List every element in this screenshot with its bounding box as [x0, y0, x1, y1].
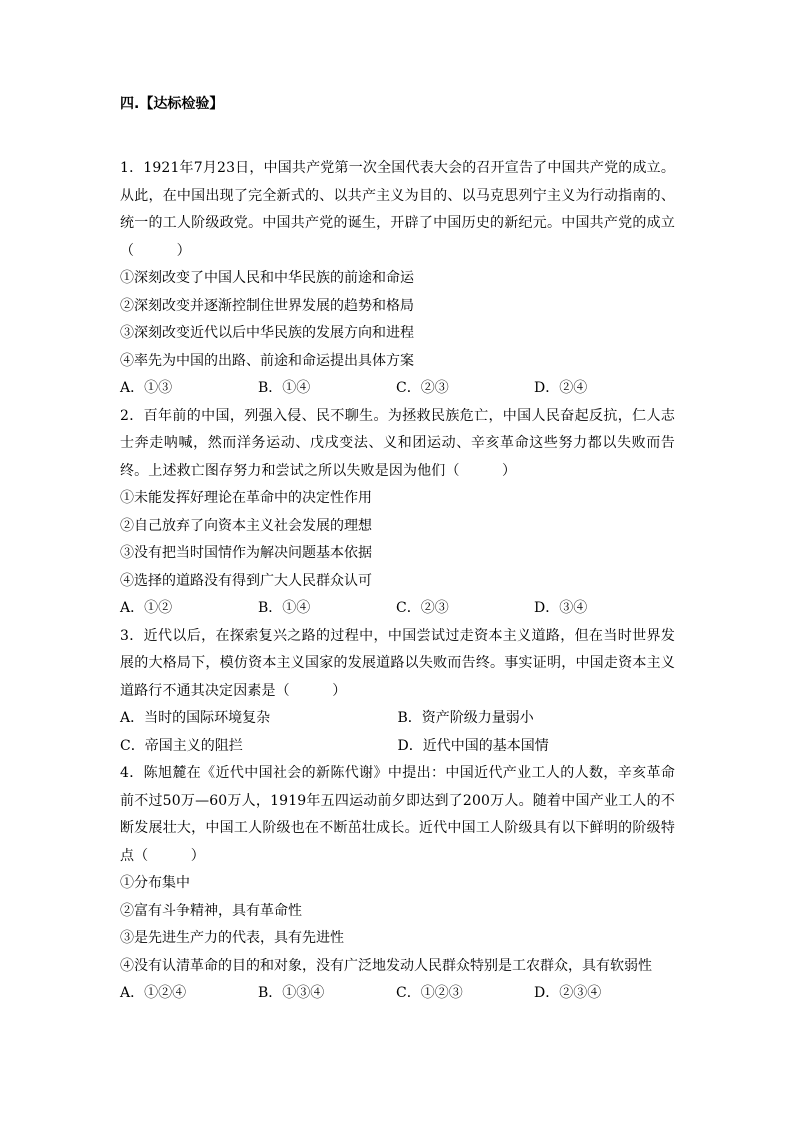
question-1 [120, 155, 675, 403]
choice-c[interactable]: C．①②③ [396, 985, 463, 1001]
statement: ②自己放弃了向资本主义社会发展的理想 [120, 517, 372, 534]
statement: ①深刻改变了中国人民和中华民族的前途和命运 [120, 270, 414, 286]
choice-d[interactable]: D．近代中国的基本国情 [397, 737, 549, 754]
choice-d[interactable]: D．③④ [534, 600, 588, 616]
choice-a[interactable]: A．①② [120, 600, 173, 616]
statement: ①未能发挥好理论在革命中的决定性作用 [120, 490, 372, 506]
choice-b[interactable]: B．①④ [258, 600, 311, 616]
choice-a[interactable]: A．①②④ [120, 985, 187, 1001]
choice-a[interactable]: A．①③ [120, 380, 173, 396]
question-stem: 2．百年前的中国，列强入侵、民不聊生。为拯救民族危亡，中国人民奋起反抗，仁人志士奔走呐喊，然而洋务运动、戊戌变法、义和团运动、辛亥革命这些努力都以失败而告终。上述救亡图存努力和尝试之所以失败是因为他们（ ） [120, 407, 675, 479]
question-stem: 3．近代以后，在探索复兴之路的过程中，中国尝试过走资本主义道路，但在当时世界发展的大格局下，模仿资本主义国家的发展道路以失败而告终。事实证明，中国走资本主义道路行不通其决定因素是（ ） [120, 627, 675, 699]
statement: ③没有把当时国情作为解决问题基本依据 [120, 545, 372, 561]
choice-c[interactable]: C．帝国主义的阻拦 [120, 737, 243, 754]
choice-c[interactable]: C．②③ [396, 600, 449, 616]
choice-c[interactable]: C．②③ [396, 380, 449, 396]
answer-choices [120, 375, 675, 403]
statement: ④没有认清革命的目的和对象，没有广泛地发动人民群众特别是工农群众，具有软弱性 [120, 957, 652, 974]
choice-b[interactable]: B．资产阶级力量弱小 [397, 710, 534, 726]
statement: ③深刻改变近代以后中华民族的发展方向和进程 [120, 325, 414, 341]
statement: ③是先进生产力的代表，具有先进性 [120, 930, 344, 946]
statement: ②富有斗争精神，具有革命性 [120, 902, 302, 919]
section-title: 四.【达标检验】 [120, 96, 224, 112]
statement: ②深刻改变并逐渐控制住世界发展的趋势和格局 [120, 297, 414, 314]
choice-b[interactable]: B．①④ [258, 380, 311, 396]
statement: ④率先为中国的出路、前途和命运提出具体方案 [120, 352, 414, 369]
question-4 [120, 760, 675, 1008]
question-3 [120, 623, 675, 761]
question-stem: 1．1921年7月23日，中国共产党第一次全国代表大会的召开宣告了中国共产党的成立。从此，在中国出现了完全新式的、以共产主义为目的、以马克思列宁主义为行动指南的、统一的工人阶级政党。中国共产党的诞生，开辟了中国历史的新纪元。中国共产党的成立（ ） [120, 160, 675, 259]
question-stem: 4．陈旭麓在《近代中国社会的新陈代谢》中提出：中国近代产业工人的人数，辛亥革命前不过50万—60万人，1919年五四运动前夕即达到了200万人。随着中国产业工人的不断发展壮大，中国工人阶级也在不断茁壮成长。近代中国工人阶级具有以下鲜明的阶级特点（ ） [120, 765, 675, 864]
choice-d[interactable]: D．②③④ [534, 985, 602, 1001]
choice-a[interactable]: A．当时的国际环境复杂 [120, 710, 271, 726]
answer-choices-row-1 [120, 705, 675, 733]
answer-choices [120, 595, 675, 623]
answer-choices-row-2 [120, 733, 675, 761]
statement: ①分布集中 [120, 875, 190, 891]
choice-d[interactable]: D．②④ [534, 380, 588, 396]
question-list [120, 155, 675, 1008]
answer-choices [120, 980, 675, 1008]
question-2 [120, 403, 675, 623]
choice-b[interactable]: B．①③④ [258, 985, 325, 1001]
statement: ④选择的道路没有得到广大人民群众认可 [120, 572, 372, 589]
